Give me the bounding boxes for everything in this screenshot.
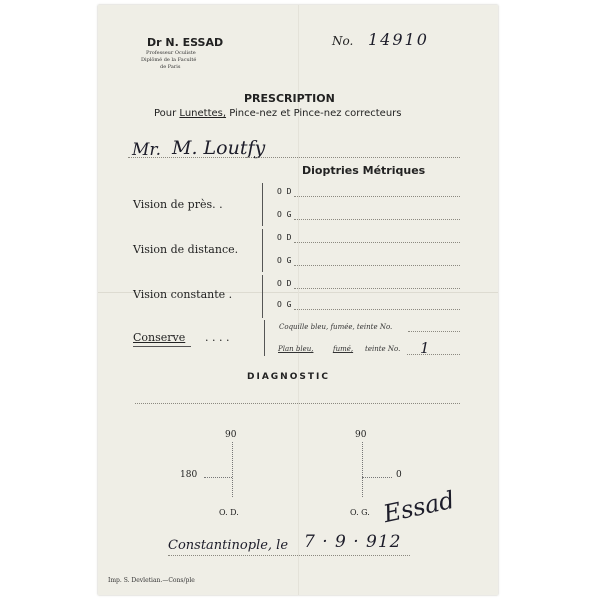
og-axis-90: 90 <box>355 430 367 440</box>
subtitle-lunettes: Lunettes, <box>179 108 227 119</box>
og-label: O. G. <box>350 508 370 517</box>
vision-constant-od-line <box>294 288 460 289</box>
subtitle-rest: Pince-nez et Pince-nez correcteurs <box>226 108 402 119</box>
og-horizontal-axis <box>362 477 392 478</box>
conserve-option-2-teinte: teinte No. <box>365 345 401 353</box>
date-value: 7 · 9 · 912 <box>304 532 402 552</box>
doctor-name: Dr N. ESSAD <box>147 36 224 49</box>
vision-distance-bracket <box>262 229 263 272</box>
vision-near-od: O D <box>277 187 292 196</box>
prescription-subtitle <box>154 108 402 119</box>
doctor-title-line-2: Diplômé de la Faculté <box>141 57 197 63</box>
prescription-number: 14910 <box>368 30 429 49</box>
conserve-option-1: Coquille bleu, fumée, teinte No. <box>279 323 393 331</box>
conserve-dots: . . . . <box>205 331 230 344</box>
doctor-title-line-1: Professeur Oculiste <box>146 50 196 56</box>
conserve-underline <box>133 346 191 347</box>
vision-constant-bracket <box>262 275 263 318</box>
vision-near-label: Vision de près. . <box>133 198 223 211</box>
patient-name: M. Loutfy <box>172 137 266 159</box>
od-horizontal-axis <box>204 477 232 478</box>
conserve-option-2-plan-bleu: Plan bleu, <box>278 345 314 353</box>
od-vertical-axis <box>232 442 233 497</box>
diagnostic-heading: DIAGNOSTIC <box>247 372 330 382</box>
conserve-option-2-line <box>407 354 460 355</box>
od-axis-180: 180 <box>180 470 198 480</box>
vision-constant-og: O G <box>277 300 292 309</box>
vision-constant-label: Vision constante . <box>133 288 233 301</box>
vision-near-od-line <box>294 196 460 197</box>
vision-distance-od: O D <box>277 233 292 242</box>
vision-distance-og: O G <box>277 256 292 265</box>
place-label: Constantinople, le <box>168 538 289 553</box>
diagnostic-line-1 <box>135 403 460 404</box>
prescription-title: PRESCRIPTION <box>244 92 335 105</box>
vision-distance-og-line <box>294 265 460 266</box>
conserve-option-1-line <box>408 331 460 332</box>
og-axis-0: 0 <box>396 470 402 480</box>
doctor-signature: Essad <box>380 485 457 529</box>
date-line <box>168 555 410 556</box>
vision-constant-od: O D <box>277 279 292 288</box>
doctor-title-line-3: de Paris <box>160 64 181 70</box>
dioptries-heading: Dioptries Métriques <box>302 164 426 177</box>
vision-near-og: O G <box>277 210 292 219</box>
printer-imprint: Imp. S. Devletian.—Cons/ple <box>108 577 195 584</box>
od-label: O. D. <box>219 508 239 517</box>
vision-near-bracket <box>262 183 263 226</box>
conserve-label: Conserve <box>133 331 186 344</box>
vision-distance-label: Vision de distance. <box>133 243 239 256</box>
number-label: No. <box>332 34 354 48</box>
conserve-option-2-fume: fumé, <box>333 345 354 353</box>
od-axis-90: 90 <box>225 430 237 440</box>
patient-line <box>128 157 460 158</box>
conserve-option-2-value: 1 <box>420 339 430 357</box>
vision-near-og-line <box>294 219 460 220</box>
patient-salutation: Mr. <box>132 140 162 160</box>
subtitle-prefix: Pour <box>154 108 180 119</box>
vision-distance-od-line <box>294 242 460 243</box>
vision-constant-og-line <box>294 309 460 310</box>
og-vertical-axis <box>362 442 363 497</box>
conserve-bracket <box>264 320 265 356</box>
